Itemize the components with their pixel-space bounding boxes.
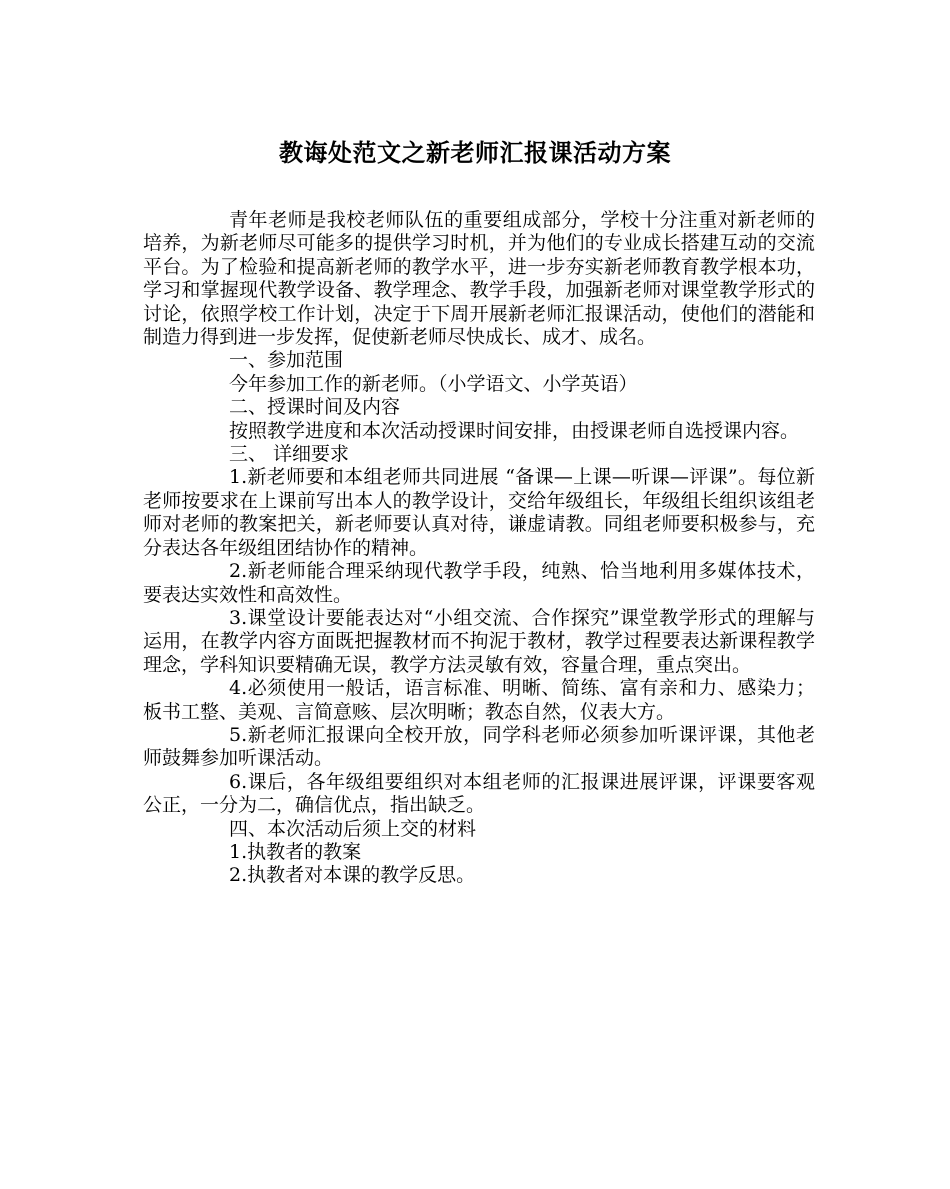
document-body — [143, 209, 815, 888]
section-heading-materials: 四、本次活动后须上交的材料 — [229, 817, 477, 840]
scope-paragraph: 今年参加工作的新老师。（小学语文、小学英语） — [229, 372, 638, 395]
section-heading-requirements: 三、 详细要求 — [229, 443, 350, 466]
requirement-item-4: 4.必须使用一般话，语言标准、明晰、简练、富有亲和力、感染力；板书工整、美观、言简意赅、层次明晰；教态自然，仪表大方。 — [143, 677, 815, 723]
requirement-item-2: 2.新老师能合理采纳现代教学手段，纯熟、恰当地利用多媒体技术，要表达实效性和高效性。 — [143, 560, 815, 606]
requirement-item-1: 1.新老师要和本组老师共同进展 “备课—上课—听课—评课”。每位新老师按要求在上课前写出本人的教学设计，交给年级组长，年级组长组织该组老师对老师的教案把关，新老师要认真对待，谦虚请教。同组老师要积极参与，充分表达各年级组团结协作的精神。 — [143, 466, 815, 559]
requirement-item-3: 3.课堂设计要能表达对“小组交流、合作探究”课堂教学形式的理解与运用，在教学内容方面既把握教材而不拘泥于教材，教学过程要表达新课程教学理念，学科知识要精确无误，教学方法灵敏有效，容量合理，重点突出。 — [143, 606, 815, 676]
requirement-item-6: 6.课后，各年级组要组织对本组老师的汇报课进展评课，评课要客观公正，一分为二，确信优点，指出缺乏。 — [143, 770, 815, 817]
materials-item-1: 1.执教者的教案 — [229, 840, 362, 863]
section-heading-time-content: 二、授课时间及内容 — [229, 396, 401, 419]
document-title: 教诲处范文之新老师汇报课活动方案 — [279, 138, 671, 167]
intro-paragraph: 青年老师是我校老师队伍的重要组成部分，学校十分注重对新老师的培养，为新老师尽可能多的提供学习时机，并为他们的专业成长搭建互动的交流平台。为了检验和提高新老师的教学水平，进一步夯实新老师教育教学根本功，学习和掌握现代教学设备、教学理念、教学手段，加强新老师对课堂教学形式的讨论，依照学校工作计划，决定于下周开展新老师汇报课活动，使他们的潜能和制造力得到进一步发挥，促使新老师尽快成长、成才、成名。 — [143, 209, 815, 349]
section-heading-scope: 一、参加范围 — [229, 349, 344, 372]
time-content-paragraph: 按照教学进度和本次活动授课时间安排，由授课老师自选授课内容。 — [229, 419, 800, 442]
requirement-item-5: 5.新老师汇报课向全校开放，同学科老师必须参加听课评课，其他老师鼓舞参加听课活动。 — [143, 723, 815, 770]
materials-item-2: 2.执教者对本课的教学反思。 — [229, 864, 476, 887]
